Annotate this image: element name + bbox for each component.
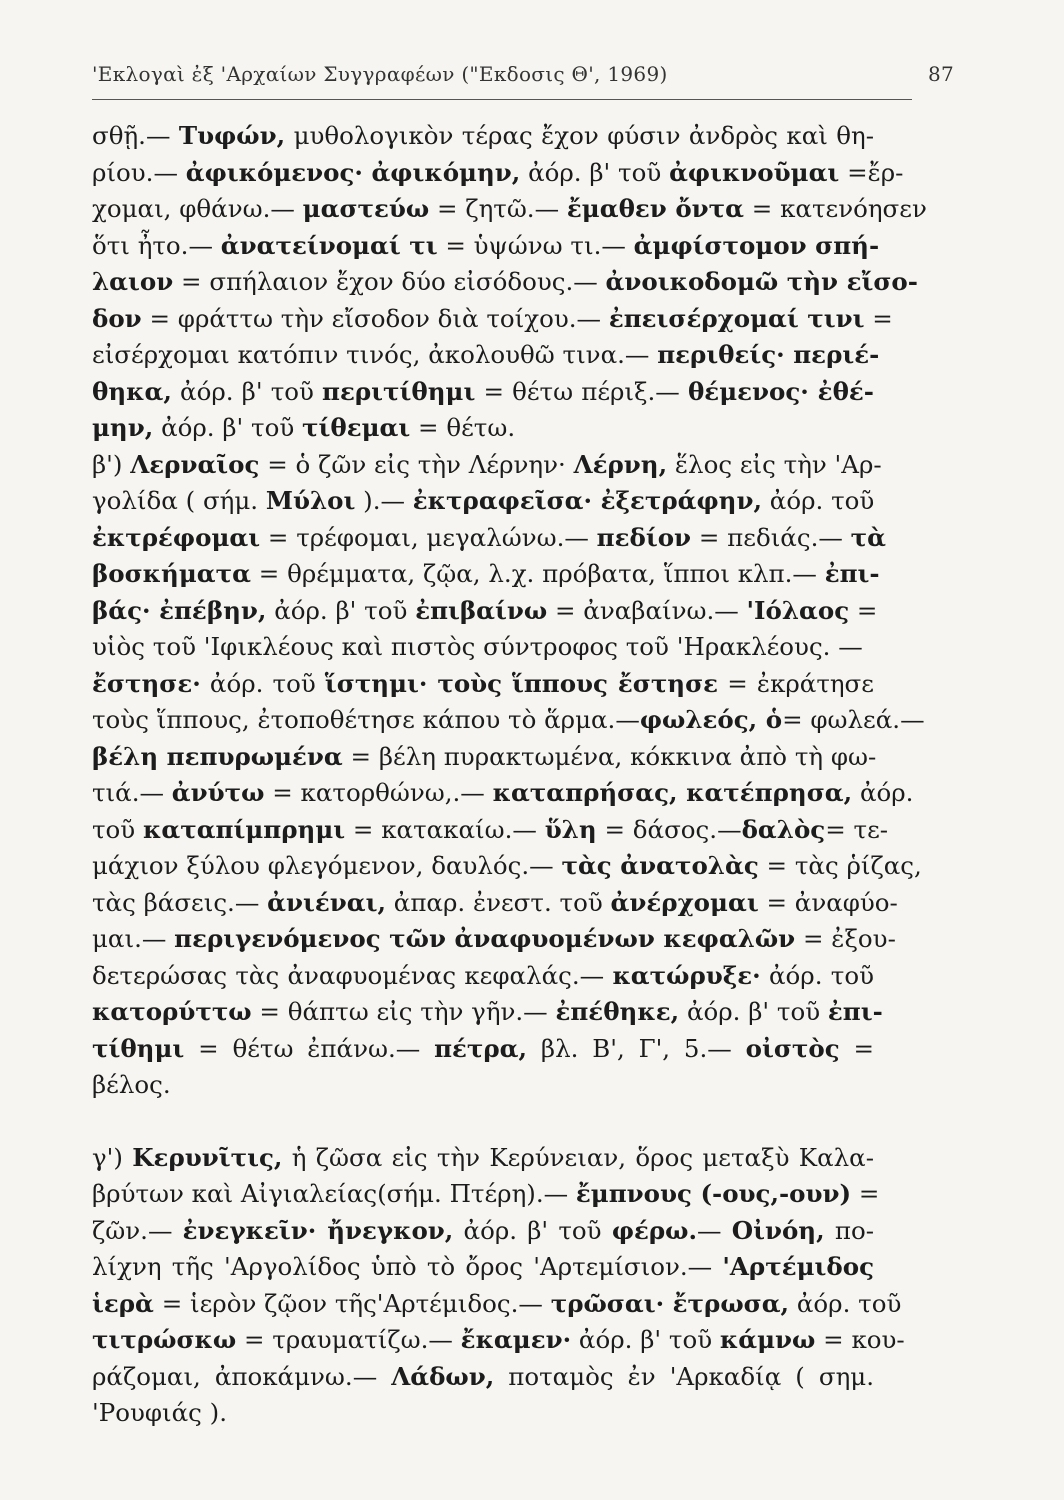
text-line	[92, 374, 874, 411]
gloss-text: = θάπτω εἰς τὴν γῆν.—	[251, 997, 556, 1026]
text-line	[92, 155, 904, 192]
gloss-text: = ἱερὸν ζῷον τῆς'Αρτέμιδος.—	[153, 1288, 551, 1318]
text-line	[92, 410, 874, 447]
headword: ἵστημι· τοὺς ἵππους ἔστησε	[324, 668, 719, 698]
gloss-text: βλ. Β', Γ', 5.—	[527, 1033, 746, 1063]
gloss-text: = βέλη πυρακτωμένα, κόκκινα ἀπὸ τὴ φω-	[342, 741, 877, 771]
gloss-text: = ἐξου-	[795, 924, 896, 953]
headword: Κερυνῖτις,	[132, 1142, 283, 1172]
headword: κατορύττω	[92, 997, 252, 1026]
text-line	[92, 1067, 874, 1104]
gloss-text: =	[864, 303, 893, 333]
gloss-text: ἀπαρ. ἐνεστ. τοῦ	[385, 887, 611, 917]
gloss-text: 'Ρουφιάς ).	[92, 1398, 228, 1427]
gloss-text: ἀόρ. β' τοῦ	[679, 997, 828, 1026]
text-line	[92, 666, 874, 703]
headword: ἐπεισέρχομαί τινι	[608, 303, 865, 333]
gloss-text: =	[849, 595, 878, 625]
gloss-text: γ')	[92, 1142, 133, 1172]
headword: βέλη πεπυρωμένα	[92, 741, 343, 771]
headword: ἀνύτω	[171, 778, 265, 807]
headword: Τυφών,	[178, 121, 286, 150]
gloss-text: λίχνη τῆς 'Αργολίδος ὑπὸ τὸ ὄρος 'Αρτεμίσιον.—	[92, 1252, 723, 1281]
headword: βάς· ἐπέβην,	[92, 595, 267, 625]
gloss-text: =	[851, 1179, 880, 1208]
gloss-text: τιά.—	[92, 778, 172, 807]
gloss-text: ἀόρ. τοῦ	[762, 486, 875, 515]
gloss-text: μάχιον ξύλου φλεγόμενον, δαυλός.—	[92, 851, 562, 880]
headword: μην,	[92, 413, 154, 442]
gloss-text: ἀόρ. β' τοῦ	[520, 157, 670, 187]
headword: τίθεμαι	[302, 413, 411, 442]
gloss-text: ὅτι ἦτο.—	[92, 230, 221, 260]
gloss-text: τοὺς ἵππους, ἐτοποθέτησε κάπου τὸ ἅρμα.—	[92, 705, 640, 734]
headword: βοσκήματα	[92, 559, 251, 588]
text-line	[92, 1322, 905, 1359]
gloss-text: = τὰς ῥίζας,	[758, 851, 922, 880]
headword: ἐπι-	[824, 559, 880, 588]
gloss-text: χομαι, φθάνω.—	[92, 194, 303, 223]
text-line	[92, 1176, 880, 1213]
headword: φωλεός, ὁ	[639, 705, 783, 734]
headword: Λερναῖος	[130, 449, 260, 479]
text-line	[92, 118, 874, 155]
headword: τρῶσαι· ἔτρωσα,	[550, 1288, 790, 1318]
gloss-text: ἡ ζῶσα εἰς τὴν Κερύνειαν, ὅρος μεταξὺ Καλα-	[282, 1142, 874, 1172]
gloss-text: ράζομαι, ἀποκάμνω.—	[92, 1361, 392, 1391]
header-rule	[92, 99, 912, 100]
headword: κατώρυξε·	[612, 960, 761, 990]
gloss-text: = θέτω.	[410, 413, 516, 442]
text-line	[92, 812, 889, 849]
gloss-text: =ἔρ-	[839, 157, 904, 187]
headword: θέμενος· ἐθέ-	[687, 376, 874, 406]
headword: Μύλοι	[265, 486, 356, 515]
gloss-text: = φράττω τὴν εἴσοδον διὰ τοίχου.—	[141, 303, 609, 333]
headword: μαστεύω	[302, 194, 430, 223]
text-line	[92, 848, 922, 885]
gloss-text: ἕλος εἰς τὴν 'Αρ-	[667, 449, 882, 479]
headword: ἐπέθηκε,	[555, 997, 680, 1026]
gloss-text: εἰσέρχομαι κατόπιν τινός, ἀκολουθῶ τινα.—	[92, 340, 658, 369]
section-gap	[92, 1104, 874, 1140]
gloss-text: = ζητῶ.—	[429, 194, 567, 223]
gloss-text: ζῶν.—	[92, 1215, 183, 1245]
text-line	[92, 520, 886, 557]
headword: ἔμπνους (-ους,-ουν)	[575, 1179, 852, 1208]
gloss-text: τὰς βάσεις.—	[92, 887, 268, 917]
gloss-text: ἀόρ. β' τοῦ	[266, 595, 416, 625]
gloss-text: = τραυματίζω.—	[236, 1325, 461, 1354]
headword: ὕλη	[544, 814, 597, 844]
headword: ἀμφίστομον σπή-	[633, 230, 880, 260]
glossary-text	[92, 118, 927, 1432]
headword: ἀνέρχομαι	[610, 887, 759, 917]
gloss-text: = θέτω πέριξ.—	[475, 376, 688, 406]
gloss-text: ρίου.—	[92, 157, 186, 187]
text-line	[92, 702, 925, 739]
headword: ἀφικνοῦμαι	[669, 157, 840, 187]
gloss-text: δετερώσας τὰς ἀναφυομένας κεφαλάς.—	[92, 960, 613, 990]
gloss-text: = σπήλαιον ἔχον δύο εἰσόδους.—	[173, 267, 606, 296]
headword: ἔμαθεν ὄντα	[566, 194, 745, 223]
text-line	[92, 1213, 874, 1250]
headword: περιτίθημι	[322, 376, 476, 406]
text-line	[92, 228, 880, 265]
headword: περιγενόμενος τῶν ἀναφυομένων κεφαλῶν	[174, 924, 796, 953]
headword: ἐκτρέφομαι	[92, 522, 261, 552]
gloss-text: = δάσος.—	[596, 814, 742, 844]
gloss-text: = φωλεά.—	[782, 705, 925, 734]
text-line	[92, 921, 896, 958]
gloss-text: β')	[92, 449, 131, 479]
headword: 'Αρτέμιδος	[722, 1252, 874, 1281]
headword: Οἰνόη,	[731, 1215, 825, 1245]
text-line	[92, 301, 893, 338]
text-line	[92, 556, 880, 593]
headword: ἀνοικοδομῶ τὴν εἴσο-	[605, 267, 918, 296]
gloss-text: = ὑψώνω τι.—	[437, 230, 634, 260]
headword: δον	[92, 303, 142, 333]
headword: φέρω.	[611, 1215, 698, 1245]
gloss-text: = θέτω ἐπάνω.—	[184, 1033, 435, 1063]
gloss-text: =	[839, 1033, 874, 1063]
headword: τιτρώσκω	[92, 1325, 237, 1354]
text-line	[92, 994, 883, 1031]
gloss-text: ἀόρ. β' τοῦ	[571, 1325, 720, 1354]
headword: κάμνω	[719, 1325, 816, 1354]
gloss-text: γολίδα ( σήμ.	[92, 486, 266, 515]
gloss-text: ποταμὸς ἐν 'Αρκαδίᾳ ( σημ.	[494, 1361, 874, 1391]
headword: τίθημι	[92, 1033, 185, 1063]
headword: ἐπι-	[827, 997, 883, 1026]
headword: ἀνατείνομαί τι	[220, 230, 438, 260]
text-line	[92, 191, 927, 228]
headword: τὰ	[850, 522, 886, 552]
gloss-text: βέλος.	[92, 1070, 171, 1099]
gloss-text: πο-	[824, 1215, 874, 1245]
gloss-text: σθῇ.—	[92, 121, 179, 150]
headword: ἀφικόμενος· ἀφικόμην,	[185, 157, 521, 187]
text-line	[92, 1395, 874, 1432]
gloss-text: μυθολογικὸν τέρας ἔχον φύσιν ἀνδρὸς καὶ θη-	[285, 121, 874, 150]
gloss-text: ).—	[355, 486, 413, 515]
gloss-text: = θρέμματα, ζῷα, λ.χ. πρόβατα, ἵπποι κλπ.—	[250, 559, 825, 588]
text-line	[92, 1249, 874, 1286]
gloss-text: ἀόρ. β' τοῦ	[153, 413, 303, 442]
gloss-text: = κατορθώνω,.—	[264, 778, 493, 807]
text-line	[92, 629, 874, 666]
text-line	[92, 447, 882, 484]
gloss-text: = ὁ ζῶν εἰς τὴν Λέρνην·	[259, 449, 574, 479]
headword: περιθείς· περιέ-	[657, 340, 880, 369]
gloss-text: ἀόρ.	[852, 778, 914, 807]
text-line	[92, 1140, 874, 1177]
headword: θηκα,	[92, 376, 172, 406]
text-line	[92, 264, 918, 301]
gloss-text: = κατενόησεν	[744, 194, 927, 223]
headword: ἐπιβαίνω	[415, 595, 548, 625]
gloss-text: ἀόρ. τοῦ	[200, 668, 325, 698]
gloss-text: ἀόρ. τοῦ	[789, 1288, 902, 1318]
gloss-text: ἀόρ. β' τοῦ	[171, 376, 323, 406]
text-line	[92, 337, 880, 374]
text-line	[92, 885, 898, 922]
headword: 'Ιόλαος	[746, 595, 850, 625]
text-line	[92, 1286, 902, 1323]
gloss-text: ἀόρ. τοῦ	[760, 960, 874, 990]
header-title: 'Εκλογαὶ ἐξ 'Αρχαίων Συγγραφέων ("Εκδοσις Θ', 1969)	[92, 62, 668, 86]
gloss-text: υἱὸς τοῦ 'Ιφικλέους καὶ πιστὸς σύντροφος τοῦ 'Ηρακλέους. —	[92, 632, 863, 661]
headword: ἱερὰ	[92, 1288, 154, 1318]
text-line	[92, 483, 874, 520]
text-line	[92, 1359, 874, 1396]
gloss-text: = ἀναφύο-	[758, 887, 898, 917]
gloss-text: = κατακαίω.—	[345, 814, 545, 844]
headword: τὰς ἀνατολὰς	[561, 851, 759, 880]
gloss-text: βρύτων καὶ Αἰγιαλείας(σήμ. Πτέρη).—	[92, 1179, 576, 1208]
text-line	[92, 775, 914, 812]
text-line	[92, 1031, 874, 1068]
gloss-text: —	[697, 1215, 732, 1245]
page-number: 87	[927, 62, 954, 86]
gloss-text: = ἀναβαίνω.—	[547, 595, 747, 625]
text-line	[92, 739, 877, 776]
headword: Λάδων,	[391, 1361, 495, 1391]
text-line	[92, 593, 878, 630]
text-line	[92, 958, 874, 995]
headword: ἐκτραφεῖσα· ἐξετράφην,	[412, 486, 763, 515]
headword: ἔκαμεν·	[460, 1325, 572, 1354]
headword: ἀνιέναι,	[267, 887, 386, 917]
gloss-text: = κου-	[815, 1325, 905, 1354]
headword: Λέρνη,	[573, 449, 668, 479]
gloss-text: = πεδιάς.—	[691, 522, 851, 552]
headword: πεδίον	[596, 522, 692, 552]
gloss-text: = τρέφομαι, μεγαλώνω.—	[260, 522, 597, 552]
headword: ἔστησε·	[92, 668, 201, 698]
gloss-text: μαι.—	[92, 924, 175, 953]
gloss-text: τοῦ	[92, 814, 143, 844]
headword: οἰστὸς	[745, 1033, 840, 1063]
headword: δαλὸς	[741, 814, 826, 844]
gloss-text: = τε-	[825, 814, 889, 844]
running-header	[92, 62, 954, 96]
headword: λαιον	[92, 267, 174, 296]
headword: ἐνεγκεῖν· ἤνεγκον,	[182, 1215, 454, 1245]
gloss-text: = ἐκράτησε	[718, 668, 874, 698]
headword: καταπίμπρημι	[143, 814, 346, 844]
gloss-text: ἀόρ. β' τοῦ	[453, 1215, 612, 1245]
headword: καταπρήσας, κατέπρησα,	[492, 778, 853, 807]
headword: πέτρα,	[434, 1033, 528, 1063]
